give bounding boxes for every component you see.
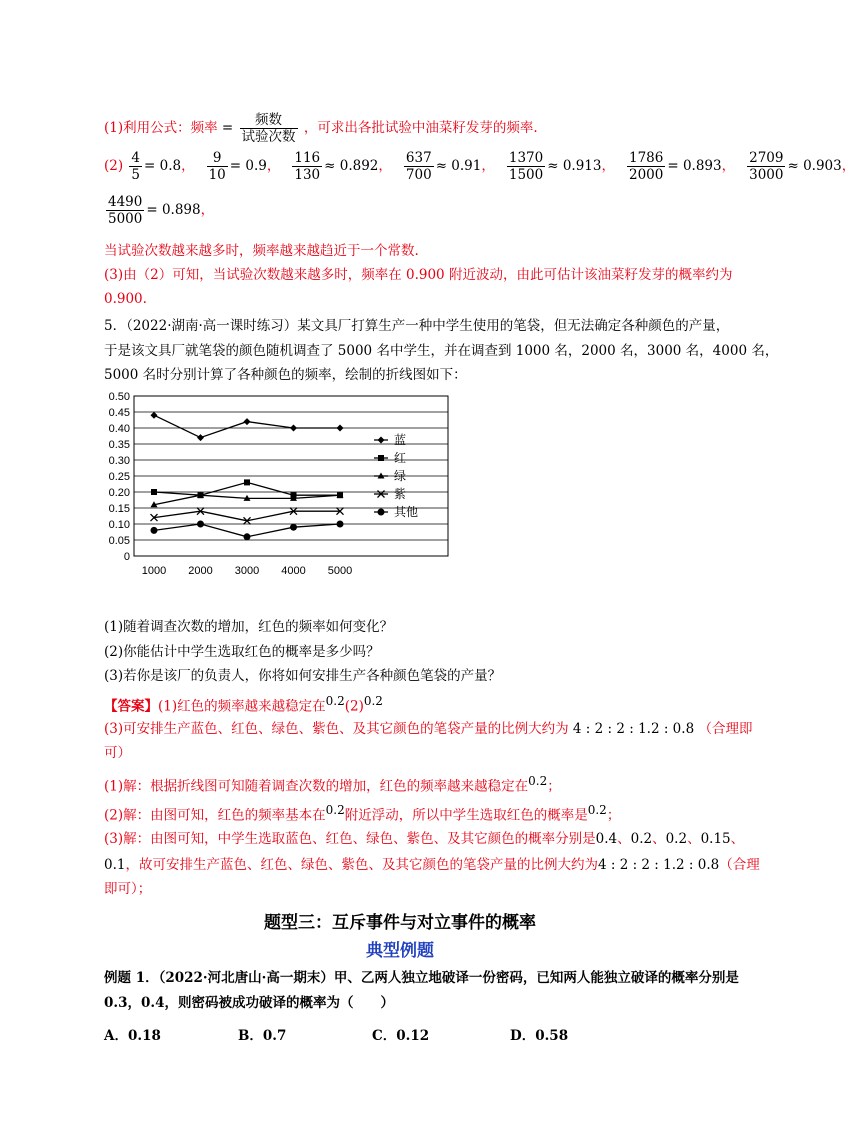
fraction-numerator: 1786: [628, 150, 664, 166]
series-line-3: [154, 511, 340, 521]
prob-2: 0.2: [630, 831, 653, 847]
part3-line2: 0.900.: [104, 291, 147, 307]
data-point: [290, 425, 297, 432]
fraction-denominator: 2000: [628, 167, 664, 183]
x-tick-label: 1000: [141, 565, 167, 577]
fraction-numerator: 4490: [108, 194, 143, 210]
legend-label: 蓝: [394, 433, 407, 447]
y-tick-label: 0.10: [108, 519, 130, 531]
data-point: [244, 479, 250, 485]
fraction-value: = 0.898: [146, 202, 201, 218]
fraction-denominator: 10: [208, 167, 226, 183]
fraction: [404, 150, 434, 183]
data-point: [290, 524, 297, 531]
y-tick-label: 0: [123, 551, 130, 563]
y-tick-label: 0.25: [108, 471, 130, 483]
fraction-row: [127, 150, 865, 183]
data-point: [337, 425, 344, 432]
fraction-value: = 0.893: [667, 158, 722, 174]
prob-4: 0.15: [700, 831, 731, 847]
solution-1-text: (1)解：根据折线图可知随着调查次数的增加，红色的频率越来越稳定在: [104, 778, 529, 795]
answer-a2: (2): [344, 698, 364, 715]
part1-line: (1)利用公式：频率 = $\frac{\text{频数}}{\text{试验次数}}$ ，可求出各批试验中油菜籽发芽的频率.: [104, 112, 538, 145]
data-point: [151, 527, 158, 534]
solution-2-b: 附近浮动，所以中学生选取红色的概率是: [344, 807, 588, 824]
legend-label: 绿: [394, 469, 407, 483]
solution-2-value-1: 0.2: [325, 803, 345, 817]
y-tick-label: 0.15: [108, 503, 130, 515]
section-title: 题型三：互斥事件与对立事件的概率: [264, 913, 536, 933]
legend-marker: [378, 437, 385, 444]
solution-3-a: (3)解：由图可知，中学生选取蓝色、红色、绿色、紫色、及其它颜色的概率分别是: [104, 831, 596, 847]
line-chart-svg: [104, 388, 449, 598]
fraction-item: $\frac{1786}{2000}$ = 0.893，: [628, 150, 736, 183]
answer-ratio: 4 : 2 : 2 : 1.2 : 0.8: [572, 721, 695, 737]
solution-3-c1: （合理: [719, 857, 760, 873]
x-tick-label: 4000: [281, 565, 306, 577]
solution-2: [104, 800, 620, 826]
data-point: [337, 521, 344, 528]
formula-denominator: 试验次数: [241, 129, 296, 145]
solution-2-a: (2)解：由图可知，红色的频率基本在: [104, 807, 326, 824]
option-d: D．0.58: [510, 1028, 569, 1044]
y-tick-label: 0.45: [108, 407, 130, 419]
fraction-last: [106, 194, 144, 227]
answer-reason1: （合理即: [698, 721, 753, 737]
data-point: [197, 521, 204, 528]
y-tick-label: 0.05: [108, 535, 130, 547]
fraction-value: ≈ 0.91: [435, 158, 482, 174]
data-point: [244, 418, 251, 425]
prob-1: 0.4: [595, 831, 618, 847]
answer-line1: [104, 691, 383, 717]
question-3: (3)若你是该厂的负责人，你将如何安排生产各种颜色笔袋的产量？: [104, 668, 502, 684]
prob-5: 0.1: [104, 857, 126, 873]
option-c: C．0.12: [372, 1028, 430, 1044]
fraction: [207, 150, 228, 183]
fraction-value: ≈ 0.892: [324, 158, 379, 174]
fraction-value: = 0.9: [229, 158, 267, 174]
solution-1-value: 0.2: [528, 774, 548, 788]
part1-prefix: (1)利用公式：频率: [104, 120, 218, 136]
example-line2: 0.3，0.4，则密码被成功破译的概率为（ ）: [104, 995, 394, 1011]
x-tick-label: 3000: [234, 565, 260, 577]
answer-tag: 【答案】: [104, 698, 158, 715]
x-tick-label: 5000: [327, 565, 353, 577]
y-tick-label: 0.40: [108, 423, 130, 435]
answer-reason2: 可）: [104, 745, 131, 761]
legend-marker: [378, 455, 384, 461]
solution-3-cont: [104, 855, 760, 875]
data-point: [151, 489, 157, 495]
fraction-value: ≈ 0.903: [787, 158, 842, 174]
answer-value-a1: 0.2: [325, 694, 345, 708]
y-tick-label: 0.20: [108, 487, 130, 499]
question-2: (2)你能估计中学生选取红色的概率是多少吗？: [104, 644, 380, 660]
problem5-line3: 5000 名时分别计算了各种颜色的频率，绘制的折线图如下：: [104, 367, 467, 383]
fraction-numerator: 2709: [749, 150, 784, 166]
part2-conclusion: 当试验次数越来越多时，频率越来越趋近于一个常数.: [104, 243, 419, 259]
data-point: [197, 434, 204, 441]
fraction-item: $\frac{2709}{3000}$ ≈ 0.903，: [749, 150, 856, 183]
solution-2-value-2: 0.2: [587, 803, 607, 817]
line-chart: [104, 388, 449, 598]
option-a: A．0.18: [104, 1028, 161, 1044]
solution-3-b: ，故可安排生产蓝色、红色、绿色、紫色、及其它颜色的笔袋产量的比例大约为: [125, 857, 598, 873]
part2-last-line: $\frac{4490}{5000}$ = 0.898，: [108, 194, 215, 227]
solution-3-ratio: 4 : 2 : 2 : 1.2 : 0.8: [597, 857, 720, 873]
fraction: [292, 150, 322, 183]
fraction-denominator: 1500: [508, 167, 544, 183]
answer-value-a2: 0.2: [363, 694, 383, 708]
data-point: [244, 533, 251, 540]
fraction-denominator: 700: [405, 167, 432, 183]
answer-line3: [104, 719, 752, 739]
example-line1: 例题 1．（2022·河北唐山·高一期末）甲、乙两人独立地破译一份密码，已知两人能独立破译的概率分别是: [104, 970, 739, 986]
frequency-formula: [240, 112, 298, 145]
part2-line: [104, 150, 865, 183]
solution-1: [104, 771, 561, 797]
fraction-numerator: 4: [131, 150, 141, 166]
fraction-item: $\frac{9}{10}$ = 0.9，: [208, 150, 281, 183]
y-tick-label: 0.35: [108, 439, 130, 451]
prob-3: 0.2: [665, 831, 688, 847]
part1-suffix: ，可求出各批试验中油菜籽发芽的频率.: [303, 120, 538, 136]
option-b: B．0.7: [238, 1028, 287, 1044]
x-tick-label: 2000: [188, 565, 213, 577]
legend-label: 红: [394, 451, 407, 465]
fraction-item: $\frac{1370}{1500}$ ≈ 0.913，: [508, 150, 615, 183]
part2-label: (2): [104, 158, 124, 174]
section-subtitle: 典型例题: [366, 941, 434, 961]
solution-2-end: ；: [606, 807, 621, 824]
fraction-numerator: 9: [207, 150, 228, 167]
formula-numerator: 频数: [240, 112, 298, 129]
fraction: [129, 150, 142, 183]
legend-label: 紫: [394, 487, 407, 501]
y-tick-label: 0.50: [108, 391, 130, 403]
fraction-denominator: 5: [131, 167, 141, 183]
fraction-numerator: 1370: [508, 150, 544, 166]
fraction-item: $\frac{116}{130}$ ≈ 0.892，: [294, 150, 392, 183]
answer-a1: (1)红色的频率越来越稳定在: [158, 698, 326, 715]
fraction-denominator: 130: [294, 167, 321, 183]
solution-3-end: 即可）；: [104, 881, 152, 897]
part3-line1: (3)由（2）可知，当试验次数越来越多时，频率在 0.900 附近波动，由此可估计该油菜籽发芽的概率约为: [104, 267, 733, 283]
y-tick-label: 0.30: [108, 455, 130, 467]
fraction-value: ≈ 0.913: [547, 158, 602, 174]
fraction: [747, 150, 785, 183]
answer-a3: (3)可安排生产蓝色、红色、绿色、紫色、及其它颜色的笔袋产量的比例大约为: [104, 721, 569, 737]
legend-label: 其他: [394, 505, 419, 519]
question-1: (1)随着调查次数的增加，红色的频率如何变化？: [104, 619, 394, 635]
fraction-denominator: 5000: [108, 211, 143, 227]
solution-1-end: ；: [547, 778, 561, 795]
fraction-item: $\frac{637}{700}$ ≈ 0.91，: [405, 150, 495, 183]
fraction: [627, 150, 665, 183]
fraction-numerator: 116: [294, 150, 321, 166]
solution-3: (3)解：由图可知，中学生选取蓝色、红色、绿色、紫色、及其它颜色的概率分别是0.4、0.2、0.2、0.15、: [104, 831, 745, 847]
legend-marker: [378, 509, 385, 516]
fraction: [507, 150, 545, 183]
fraction-item: $\frac{4}{5}$ = 0.8，: [131, 150, 195, 183]
fraction-numerator: 637: [405, 150, 432, 166]
data-point: [151, 412, 158, 419]
problem5-line1: 5．（2022·湖南·高一课时练习）某文具厂打算生产一种中学生使用的笔袋，但无法确定各种颜色的产量，: [104, 318, 730, 334]
problem5-line2: 于是该文具厂就笔袋的颜色随机调查了 5000 名中学生，并在调查到 1000 名，2000 名，3000 名，4000 名，: [104, 343, 779, 359]
fraction-denominator: 3000: [749, 167, 784, 183]
fraction-value: = 0.8: [144, 158, 182, 174]
